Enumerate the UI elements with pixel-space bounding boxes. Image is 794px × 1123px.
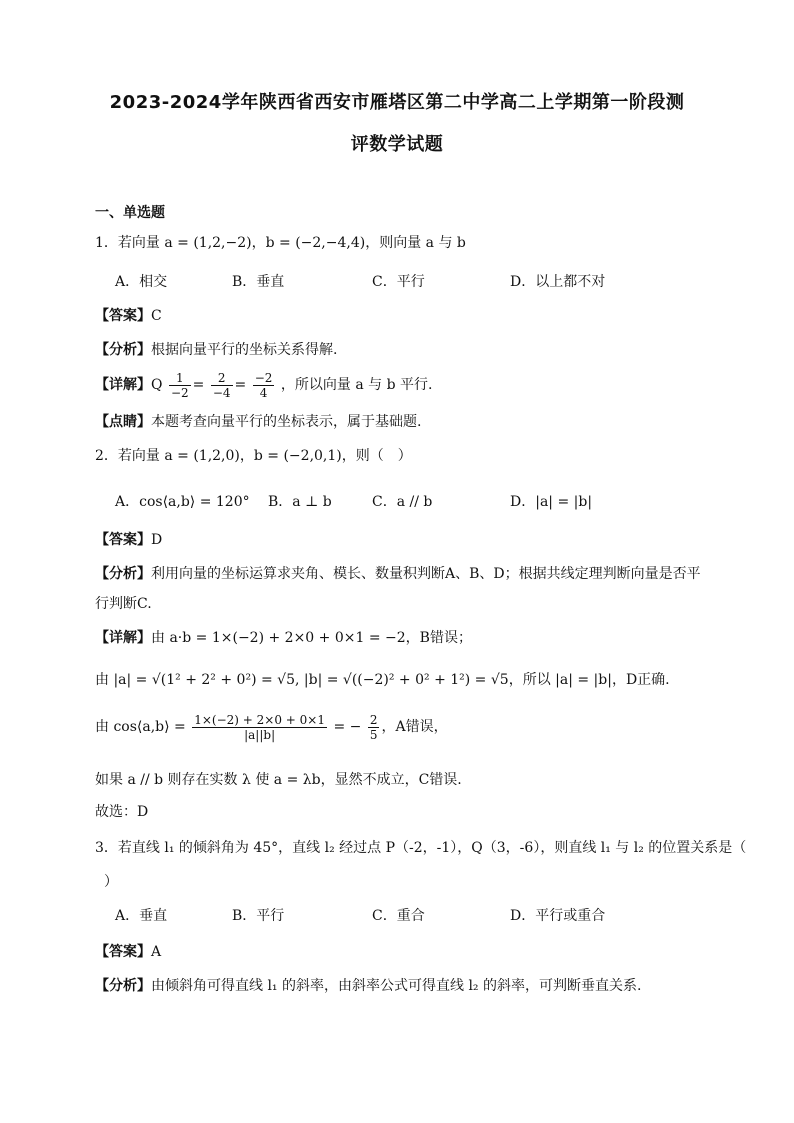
q3-option-b: B．平行 — [232, 908, 285, 924]
q3-option-d: D．平行或重合 — [510, 908, 606, 924]
q2-result-denominator: 5 — [369, 727, 378, 742]
q1-fraction-2-denominator: −4 — [212, 385, 231, 400]
q2-analysis-line-2: 行判断C. — [95, 596, 152, 612]
q2-cos-numerator: 1×(−2) + 2×0 + 0×1 — [194, 712, 325, 727]
document-title-line-1: 2023-2024学年陕西省西安市雁塔区第二中学高二上学期第一阶段测 — [109, 92, 685, 113]
q1-analysis — [95, 340, 337, 360]
q1-detail-tag: 【详解】 — [95, 377, 151, 393]
q2-stem: 2．若向量 a = (1,2,0)，b = (−2,0,1)，则（ ） — [95, 448, 412, 464]
q2-analysis-text-1: 利用向量的坐标运算求夹角、模长、数量积判断A、B、D；根据共线定理判断向量是否平 — [151, 566, 701, 582]
q2-detail-3-suffix: ，A错误， — [381, 719, 448, 735]
section-heading: 一、单选题 — [95, 205, 165, 221]
q1-stem: 1．若向量 a = (1,2,−2)，b = (−2,−4,4)，则向量 a 与 b — [95, 235, 466, 251]
q1-fraction-2-numerator: 2 — [211, 371, 233, 386]
q1-fraction-3-denominator: 4 — [259, 385, 268, 400]
q1-fraction-1-denominator: −2 — [170, 385, 189, 400]
q1-answer-tag: 【答案】 — [95, 308, 151, 324]
q1-fraction-3-numerator: −2 — [254, 370, 273, 385]
q1-detail: 【详解】Q $\frac{1}{-2}$ = $\frac{2}{-4}$ = $\frac{-2}{4}$ ，所以向量 a 与 b 平行. — [95, 370, 433, 400]
document-title-line-2: 评数学试题 — [350, 134, 444, 155]
q2-analysis-tag: 【分析】 — [95, 566, 151, 582]
q2-result-numerator: 2 — [369, 712, 378, 727]
q2-cos-fraction — [192, 713, 327, 742]
q2-answer-tag: 【答案】 — [95, 532, 151, 548]
q2-detail-3-prefix: 由 cos⟨a,b⟩ = — [95, 719, 186, 735]
q1-option-b: B．垂直 — [232, 274, 285, 290]
q3-answer — [95, 942, 161, 962]
q1-fraction-1-numerator: 1 — [169, 371, 191, 386]
q1-option-a: A．相交 — [115, 274, 168, 290]
q2-result-fraction — [368, 713, 380, 742]
q1-comment-tag: 【点睛】 — [95, 414, 151, 430]
q2-option-a: A．cos⟨a,b⟩ = 120° — [115, 494, 250, 510]
q2-detail-line-3 — [95, 710, 448, 744]
q2-detail-line-4: 如果 a // b 则存在实数 λ 使 a = λb，显然不成立，C错误. — [95, 772, 462, 788]
q3-answer-tag: 【答案】 — [95, 944, 151, 960]
q1-option-d: D．以上都不对 — [510, 274, 606, 290]
q2-answer-value: D — [151, 532, 163, 548]
q3-analysis-tag: 【分析】 — [95, 978, 151, 994]
q3-analysis-text: 由倾斜角可得直线 l₁ 的斜率，由斜率公式可得直线 l₂ 的斜率，可判断垂直关系. — [151, 978, 642, 994]
q2-cos-denominator: |a||b| — [244, 727, 276, 742]
q2-option-c: C．a // b — [372, 494, 433, 510]
q3-analysis — [95, 976, 641, 996]
q3-stem-line-2: ） — [104, 874, 118, 890]
q1-detail-suffix: ，所以向量 a 与 b 平行. — [280, 377, 433, 393]
q2-detail-line-2: 由 |a| = √(1² + 2² + 0²) = √5, |b| = √((−2)² + 0² + 1²) = √5，所以 |a| = |b|，D正确. — [95, 672, 670, 688]
q2-analysis-line-1 — [95, 564, 701, 584]
q1-fraction-2 — [211, 371, 233, 400]
q2-answer — [95, 530, 162, 550]
q1-detail-prefix: Q — [151, 377, 163, 393]
q1-fraction-1 — [169, 371, 191, 400]
q2-option-d: D．|a| = |b| — [510, 494, 593, 510]
q3-option-c: C．重合 — [372, 908, 425, 924]
q1-analysis-tag: 【分析】 — [95, 342, 151, 358]
q2-detail-text-1: 由 a·b = 1×(−2) + 2×0 + 0×1 = −2，B错误； — [151, 630, 472, 646]
q1-comment — [95, 412, 421, 432]
q1-comment-text: 本题考查向量平行的坐标表示，属于基础题. — [151, 414, 422, 430]
q2-detail-tag: 【详解】 — [95, 630, 151, 646]
q3-stem-line-1: 3．若直线 l₁ 的倾斜角为 45°，直线 l₂ 经过点 P（-2，-1），Q（3，-6），则直线 l₁ 与 l₂ 的位置关系是（ — [95, 840, 747, 856]
q1-analysis-text: 根据向量平行的坐标关系得解. — [151, 342, 338, 358]
q2-conclusion: 故选：D — [95, 804, 149, 820]
q1-answer — [95, 306, 162, 326]
q1-fraction-3 — [253, 371, 275, 400]
q2-detail-3-mid: = − — [333, 719, 362, 735]
q1-option-c: C．平行 — [372, 274, 425, 290]
q1-answer-value: C — [151, 308, 162, 324]
q3-answer-value: A — [151, 944, 162, 960]
q2-detail-line-1 — [95, 628, 472, 648]
q3-option-a: A．垂直 — [115, 908, 168, 924]
q2-option-b: B．a ⊥ b — [268, 494, 332, 510]
